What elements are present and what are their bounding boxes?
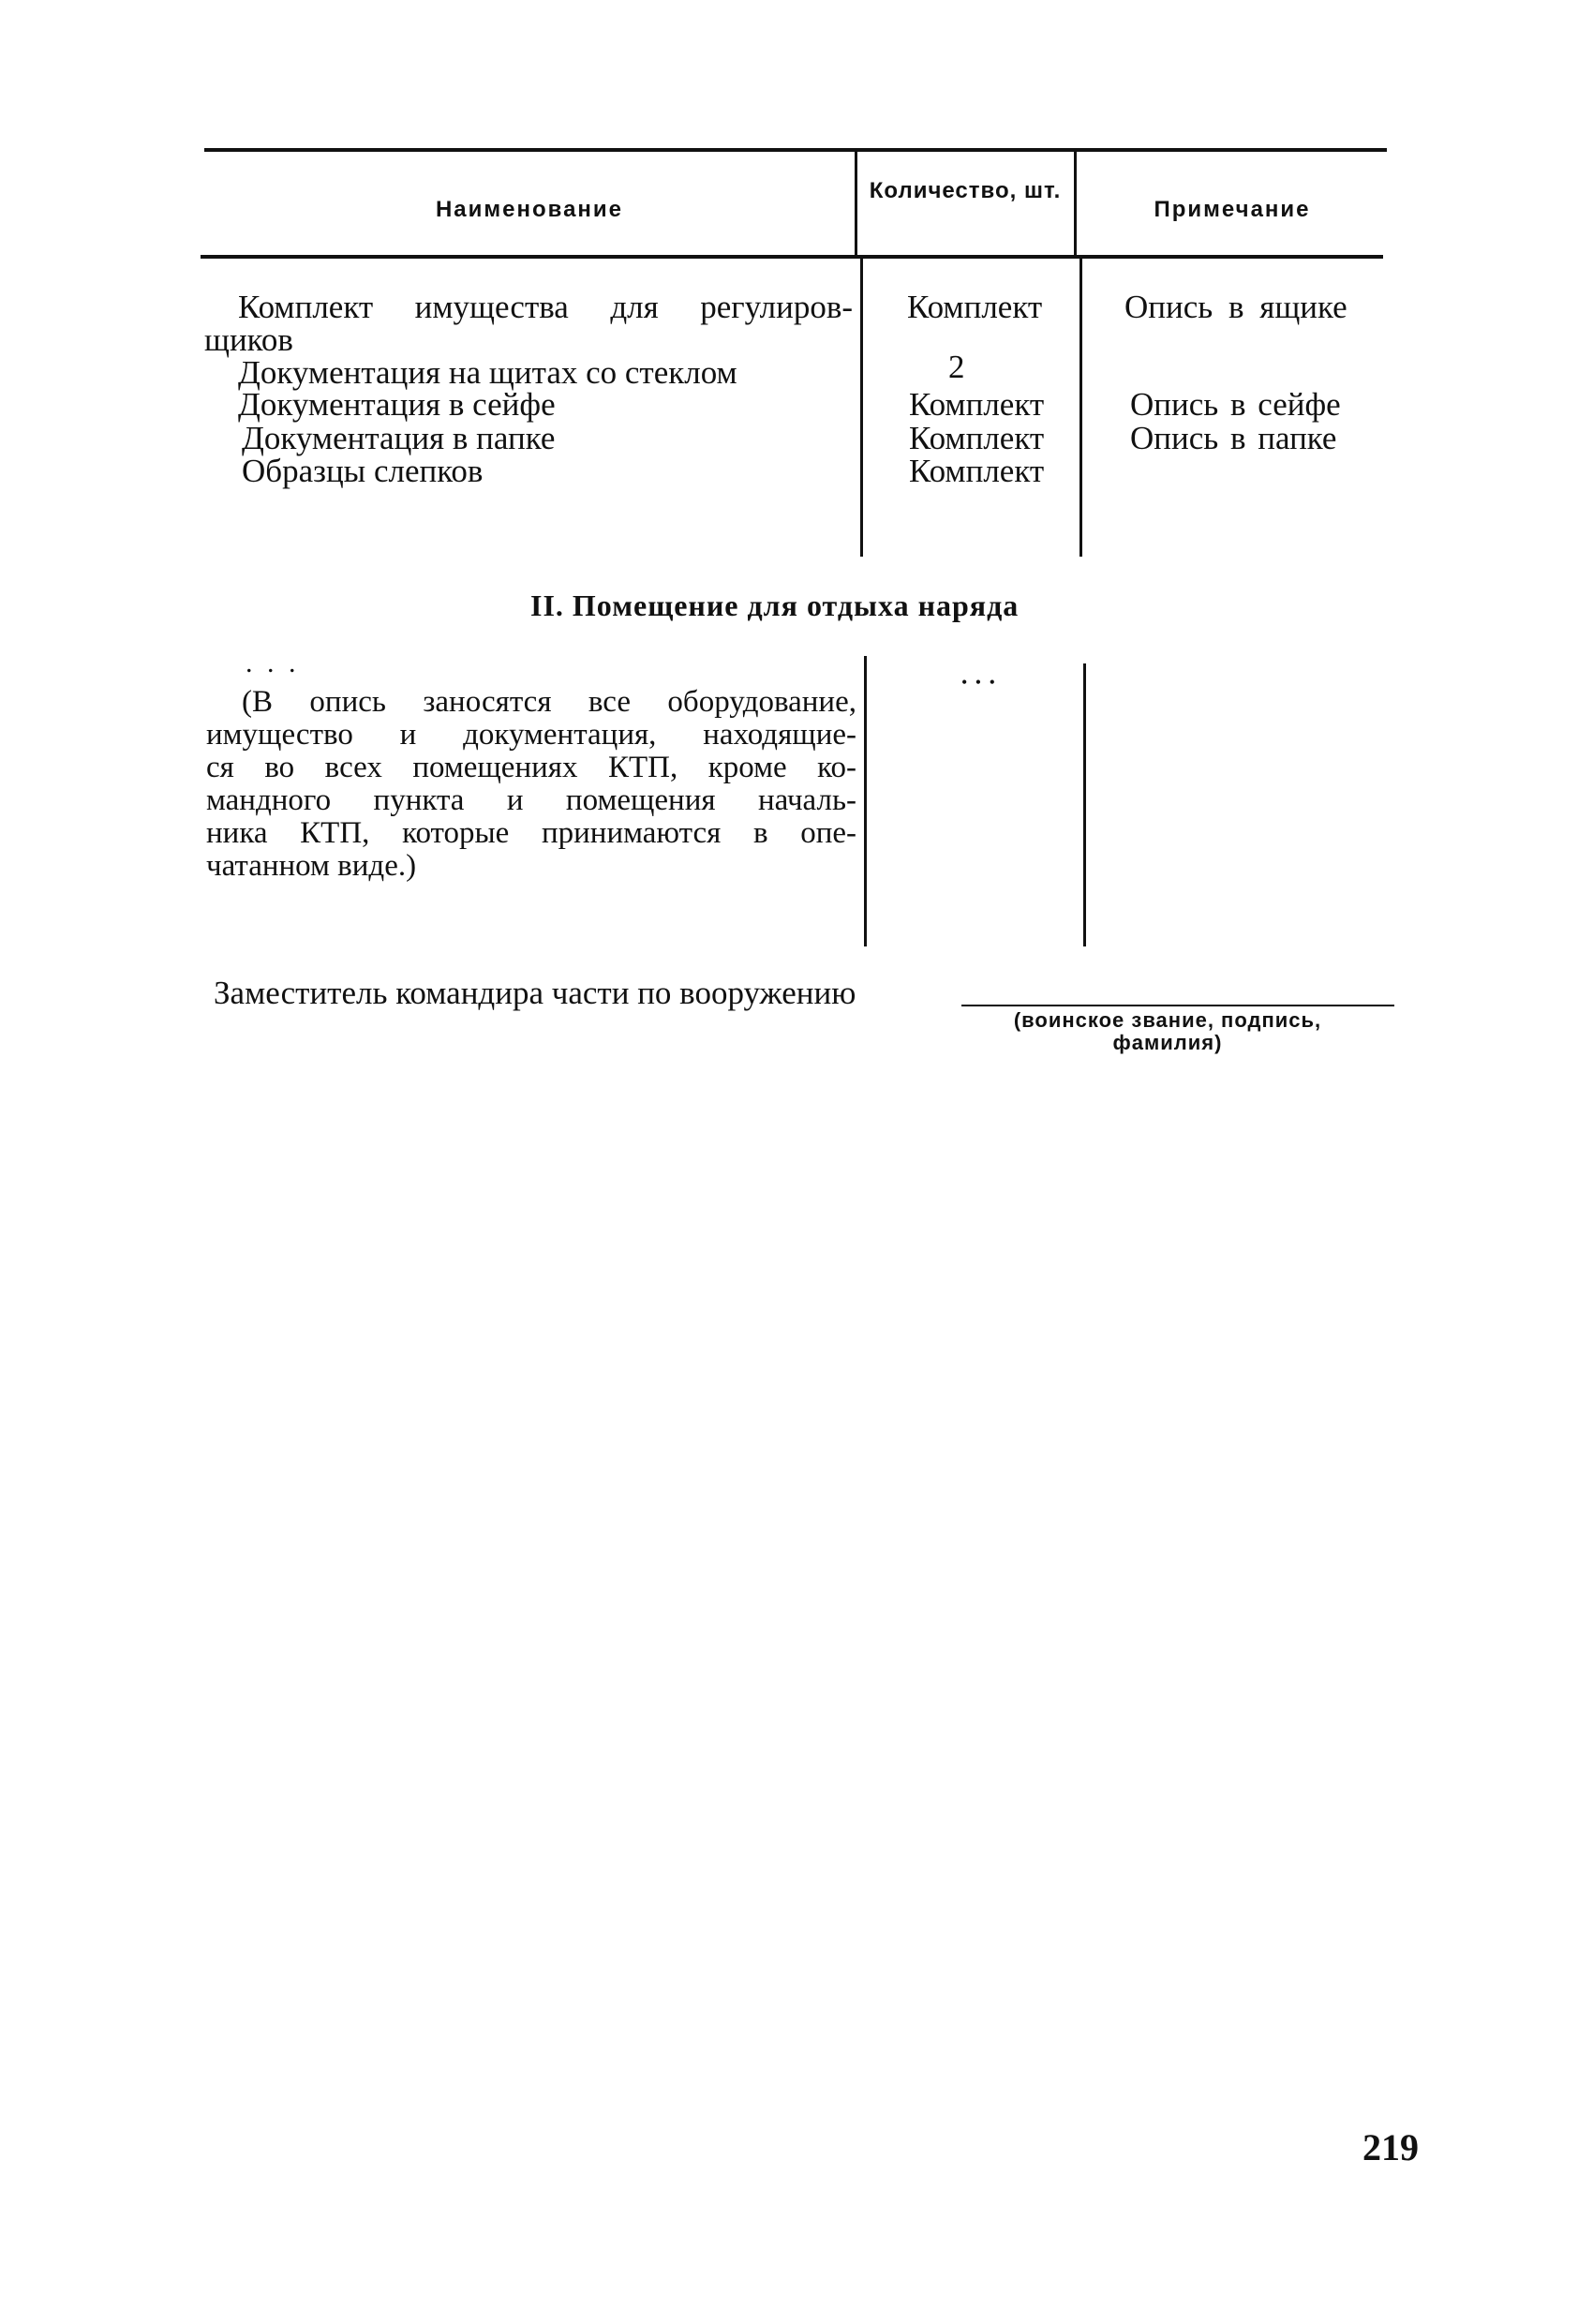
section2-ellipsis-quantity: • • • [961,673,997,692]
table-top-rule [204,148,1387,152]
section2-note [206,686,856,883]
body-column-separator [860,259,863,557]
row-4-note: Опись в папке [1130,420,1337,456]
row-1-quantity: Комплект [907,289,1043,325]
row-3-note: Опись в сейфе [1130,386,1341,423]
signature-line [961,1005,1394,1006]
signature-label: Заместитель командира части по вооружению [214,975,856,1011]
note-line: ника КТП, которые принимаются в опе- [206,816,856,850]
page-number: 219 [1362,2126,1419,2168]
section2-ellipsis-name: . . . [246,648,300,678]
signature-caption-line1: (воинское звание, подпись, [1013,1008,1322,1032]
section2-column-separator [864,656,867,946]
row-4-quantity: Комплект [909,420,1045,456]
note-line: мандного пункта и помещения началь- [206,783,856,817]
signature-caption-line2: фамилия) [1112,1031,1223,1054]
header-bottom-rule [201,255,1383,259]
column-header-note: Примечание [1154,197,1311,222]
note-line: ся во всех помещениях КТП, кроме ко- [206,751,856,784]
column-header-name: Наименование [435,197,624,222]
column-header-quantity: Количество, шт. [869,178,1062,203]
row-4-name: Документация в папке [242,420,556,456]
note-line: чатанном виде.) [206,849,417,883]
note-line: (В опись заносятся все оборудование, [242,685,856,719]
row-3-name: Документация в сейфе [238,386,556,423]
row-1-note: Опись в ящике [1124,289,1347,325]
row-1-name-line1: Комплект имущества для регулиров- [238,289,853,325]
body-column-separator [1079,259,1082,557]
row-3-quantity: Комплект [909,386,1045,423]
row-5-name: Образцы слепков [242,453,484,489]
row-2-name: Документация на щитах со стеклом [238,354,737,391]
section-title: II. Помещение для отдыха наряда [530,588,1020,622]
section2-column-separator [1083,663,1086,946]
row-2-quantity: 2 [948,349,965,385]
header-column-separator [855,152,857,255]
note-line: имущество и документация, находящие- [206,718,856,752]
header-column-separator [1074,152,1077,255]
row-5-quantity: Комплект [909,453,1045,489]
row-1-name-line2: щиков [204,321,293,358]
